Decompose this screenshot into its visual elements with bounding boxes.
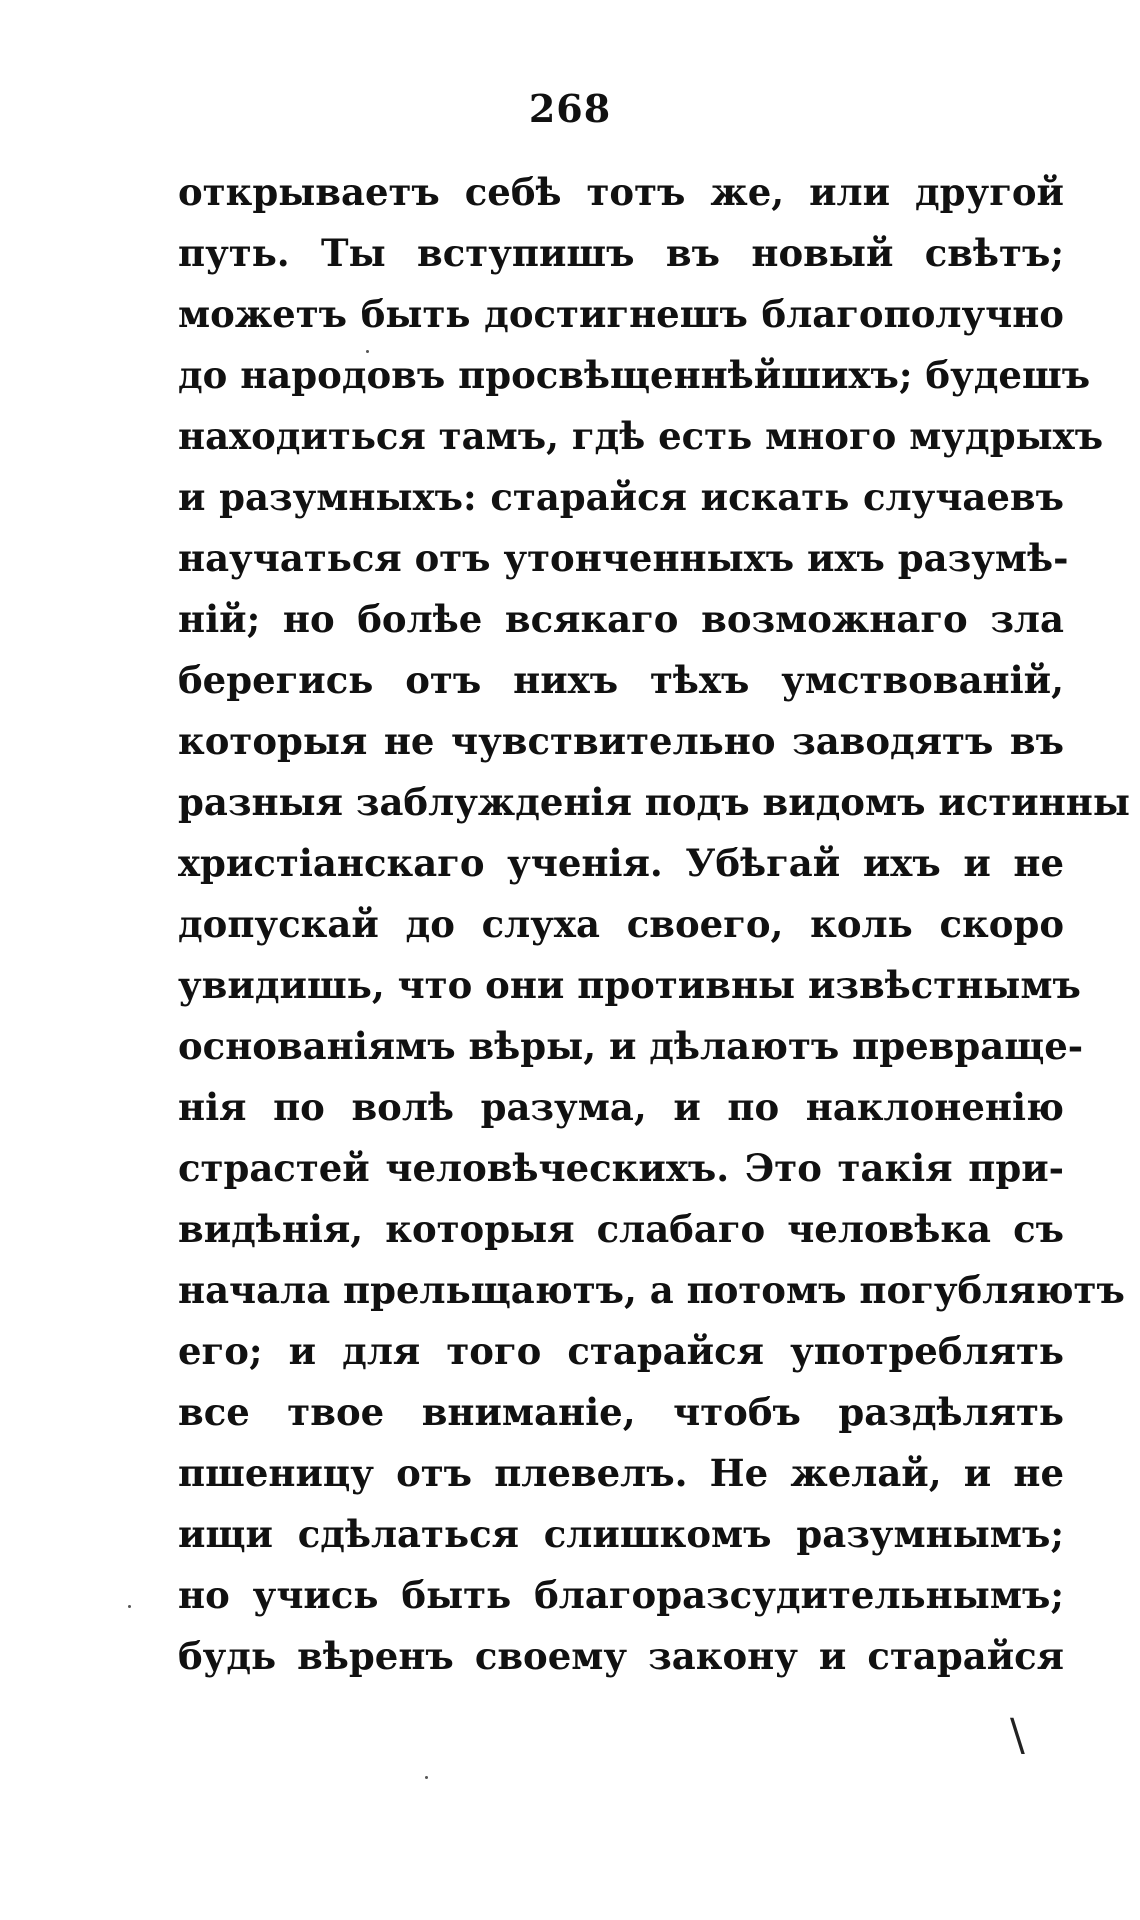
speck bbox=[366, 350, 369, 353]
text-line: все твое вниманіе, чтобъ раздѣлять bbox=[178, 1390, 1064, 1434]
text-line: до народовъ просвѣщеннѣйшихъ; будешъ bbox=[178, 353, 1091, 397]
text-line: нія по волѣ разума, и по наклоненію bbox=[178, 1085, 1064, 1129]
text-line: страстей человѣческихъ. Это такія при- bbox=[178, 1146, 1064, 1190]
text-line: его; и для того старайся употреблять bbox=[178, 1329, 1064, 1373]
text-line: но учись быть благоразсудительнымъ; bbox=[178, 1573, 1064, 1617]
text-line: допускай до слуха своего, коль скоро bbox=[178, 902, 1064, 946]
speck bbox=[425, 1776, 428, 1779]
text-line: разныя заблужденія подъ видомъ истинны bbox=[178, 780, 1130, 824]
text-line: начала прельщаютъ, а потомъ погубляютъ bbox=[178, 1268, 1125, 1312]
text-line: научаться отъ утонченныхъ ихъ разумѣ- bbox=[178, 536, 1069, 580]
bottom-margin-mark: \ bbox=[1010, 1710, 1025, 1761]
text-line: пшеницу отъ плевелъ. Не желай, и не bbox=[178, 1451, 1064, 1495]
text-line: ищи сдѣлаться слишкомъ разумнымъ; bbox=[178, 1512, 1064, 1556]
text-line: видѣнія, которыя слабаго человѣка съ bbox=[178, 1207, 1064, 1251]
text-line: открываетъ себѣ тотъ же, или другой bbox=[178, 170, 1064, 214]
text-line: берегись отъ нихъ тѣхъ умствованій, bbox=[178, 658, 1064, 702]
text-line: увидишь, что они противны извѣстнымъ bbox=[178, 963, 1081, 1007]
text-line: ній; но болѣе всякаго возможнаго зла bbox=[178, 597, 1064, 641]
text-line: христіанскаго ученія. Убѣгай ихъ и не bbox=[178, 841, 1064, 885]
body-text bbox=[178, 162, 1130, 1687]
text-line: будь вѣренъ своему закону и старайся bbox=[178, 1634, 1064, 1678]
speck bbox=[128, 1605, 131, 1608]
text-line: которыя не чувствительно заводятъ въ bbox=[178, 719, 1064, 763]
text-line: основаніямъ вѣры, и дѣлаютъ превраще- bbox=[178, 1024, 1084, 1068]
page-number: 268 bbox=[528, 86, 612, 131]
text-line: путь. Ты вступишъ въ новый свѣтъ; bbox=[178, 231, 1064, 275]
text-line: находиться тамъ, гдѣ есть много мудрыхъ bbox=[178, 414, 1104, 458]
text-line: и разумныхъ: старайся искать случаевъ bbox=[178, 475, 1064, 519]
text-line: можетъ быть достигнешъ благополучно bbox=[178, 292, 1064, 336]
